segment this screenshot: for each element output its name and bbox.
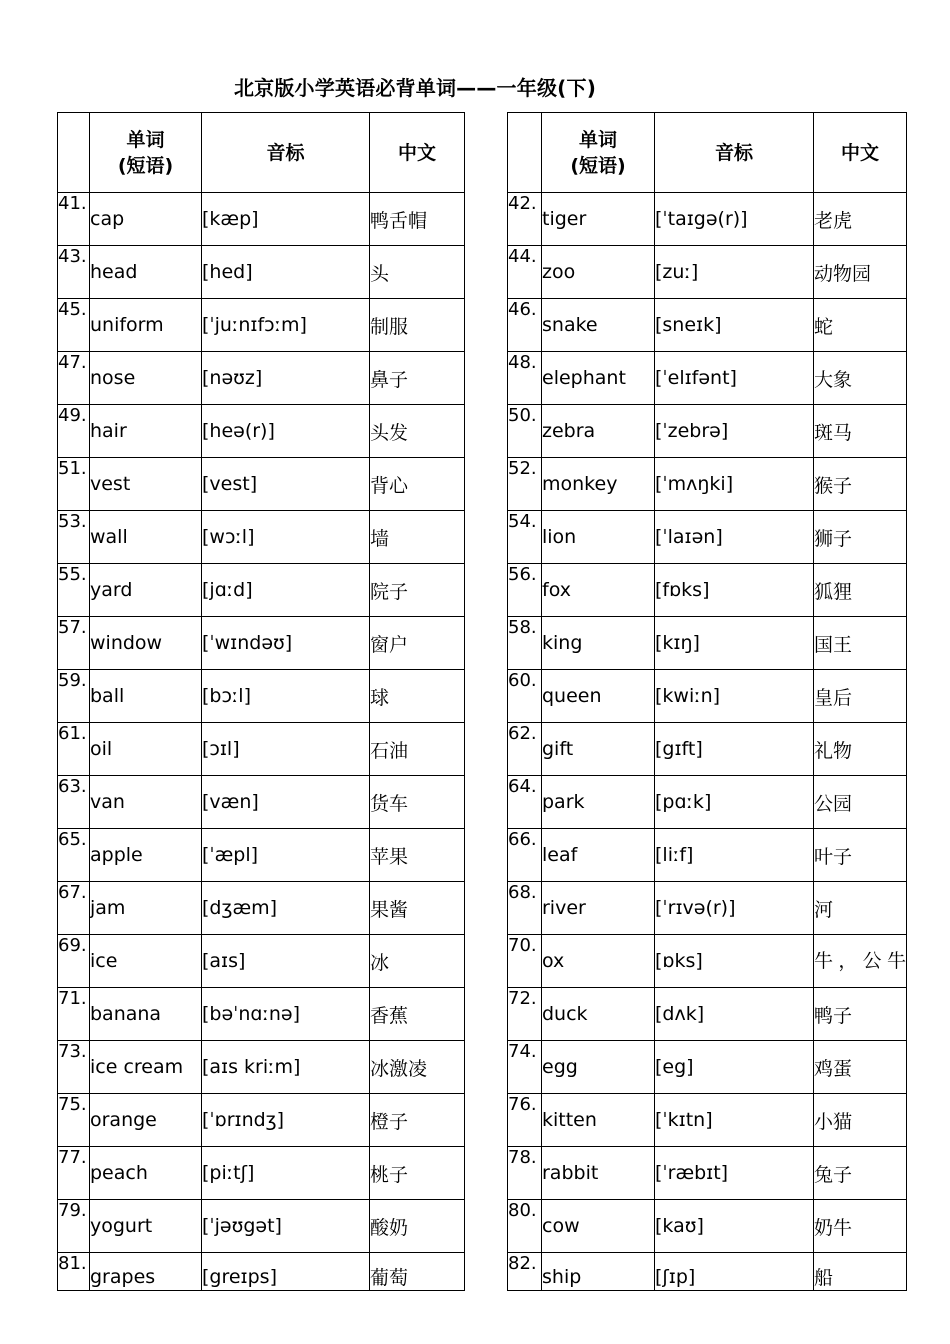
chinese-cell: 橙子 [370, 1094, 465, 1147]
word-cell: nose [90, 352, 202, 405]
word-number: 54. [508, 511, 542, 564]
vocab-table-left [57, 112, 465, 1291]
phonetic-cell: [liːf] [655, 829, 814, 882]
word-number: 45. [58, 299, 90, 352]
chinese-cell: 船 [814, 1253, 907, 1291]
table-row [58, 193, 465, 246]
phonetic-cell: [ˈæpl] [202, 829, 370, 882]
word-cell: wall [90, 511, 202, 564]
word-cell: monkey [542, 458, 655, 511]
chinese-cell: 苹果 [370, 829, 465, 882]
word-number: 53. [58, 511, 90, 564]
word-number: 78. [508, 1147, 542, 1200]
chinese-cell: 石油 [370, 723, 465, 776]
word-cell: ball [90, 670, 202, 723]
word-number: 41. [58, 193, 90, 246]
table-row [508, 193, 907, 246]
chinese-cell: 冰激凌 [370, 1041, 465, 1094]
chinese-cell: 货车 [370, 776, 465, 829]
table-header-row [58, 113, 465, 193]
phonetic-cell: [ˈræbɪt] [655, 1147, 814, 1200]
phonetic-cell: [bəˈnɑːnə] [202, 988, 370, 1041]
word-number: 66. [508, 829, 542, 882]
table-row [508, 935, 907, 988]
phonetic-cell: [ˈɒrɪndʒ] [202, 1094, 370, 1147]
phonetic-cell: [kɪŋ] [655, 617, 814, 670]
table-row [58, 935, 465, 988]
word-cell: cap [90, 193, 202, 246]
table-row [58, 1253, 465, 1291]
word-number: 82. [508, 1253, 542, 1291]
chinese-cell: 兔子 [814, 1147, 907, 1200]
word-cell: head [90, 246, 202, 299]
table-row [58, 829, 465, 882]
word-cell: orange [90, 1094, 202, 1147]
word-cell: ox [542, 935, 655, 988]
vocab-table-right [507, 112, 907, 1291]
phonetic-cell: [wɔːl] [202, 511, 370, 564]
header-chinese: 中文 [814, 113, 907, 193]
header-chinese: 中文 [370, 113, 465, 193]
word-cell: cow [542, 1200, 655, 1253]
table-row [58, 988, 465, 1041]
table-row [58, 246, 465, 299]
word-number: 58. [508, 617, 542, 670]
table-row [508, 1041, 907, 1094]
phonetic-cell: [greɪps] [202, 1253, 370, 1291]
chinese-cell: 鸭舌帽 [370, 193, 465, 246]
chinese-cell: 狮子 [814, 511, 907, 564]
word-number: 48. [508, 352, 542, 405]
word-number: 77. [58, 1147, 90, 1200]
word-cell: jam [90, 882, 202, 935]
word-number: 49. [58, 405, 90, 458]
phonetic-cell: [kæp] [202, 193, 370, 246]
table-row [58, 1200, 465, 1253]
table-row [58, 299, 465, 352]
chinese-cell: 制服 [370, 299, 465, 352]
word-cell: river [542, 882, 655, 935]
chinese-cell: 奶牛 [814, 1200, 907, 1253]
phonetic-cell: [ʃɪp] [655, 1253, 814, 1291]
phonetic-cell: [gɪft] [655, 723, 814, 776]
chinese-cell: 背心 [370, 458, 465, 511]
word-number: 72. [508, 988, 542, 1041]
word-cell: elephant [542, 352, 655, 405]
word-cell: banana [90, 988, 202, 1041]
chinese-cell: 蛇 [814, 299, 907, 352]
table-row [508, 246, 907, 299]
chinese-cell: 鸭子 [814, 988, 907, 1041]
word-cell: yogurt [90, 1200, 202, 1253]
word-number: 73. [58, 1041, 90, 1094]
word-cell: queen [542, 670, 655, 723]
word-number: 79. [58, 1200, 90, 1253]
header-word-line1: 单词 [126, 128, 165, 151]
word-number: 81. [58, 1253, 90, 1291]
word-number: 51. [58, 458, 90, 511]
header-word-line1: 单词 [578, 128, 617, 151]
table-row [58, 405, 465, 458]
table-row [58, 1041, 465, 1094]
chinese-cell: 礼物 [814, 723, 907, 776]
word-cell: egg [542, 1041, 655, 1094]
word-cell: park [542, 776, 655, 829]
word-cell: rabbit [542, 1147, 655, 1200]
phonetic-cell: [sneɪk] [655, 299, 814, 352]
table-row [508, 299, 907, 352]
word-cell: uniform [90, 299, 202, 352]
chinese-cell: 斑马 [814, 405, 907, 458]
phonetic-cell: [bɔːl] [202, 670, 370, 723]
table-row [508, 1094, 907, 1147]
table-row [508, 1147, 907, 1200]
word-cell: leaf [542, 829, 655, 882]
word-number: 69. [58, 935, 90, 988]
word-cell: oil [90, 723, 202, 776]
table-row [508, 829, 907, 882]
header-word-line2: (短语) [570, 154, 626, 177]
table-row [58, 882, 465, 935]
chinese-cell: 鸡蛋 [814, 1041, 907, 1094]
phonetic-cell: [væn] [202, 776, 370, 829]
chinese-cell: 公园 [814, 776, 907, 829]
table-row [508, 352, 907, 405]
word-cell: duck [542, 988, 655, 1041]
chinese-cell: 窗户 [370, 617, 465, 670]
header-ipa: 音标 [202, 113, 370, 193]
vocab-rows-left [58, 193, 465, 1291]
chinese-cell: 动物园 [814, 246, 907, 299]
word-number: 64. [508, 776, 542, 829]
chinese-cell: 国王 [814, 617, 907, 670]
word-number: 59. [58, 670, 90, 723]
phonetic-cell: [kwiːn] [655, 670, 814, 723]
word-number: 76. [508, 1094, 542, 1147]
table-row [508, 1200, 907, 1253]
word-number: 70. [508, 935, 542, 988]
word-number: 68. [508, 882, 542, 935]
word-number: 80. [508, 1200, 542, 1253]
phonetic-cell: [ˈelɪfənt] [655, 352, 814, 405]
phonetic-cell: [heə(r)] [202, 405, 370, 458]
table-row [508, 670, 907, 723]
header-word [90, 113, 202, 193]
word-number: 63. [58, 776, 90, 829]
chinese-cell: 果酱 [370, 882, 465, 935]
chinese-cell: 牛，公牛 [814, 935, 907, 988]
phonetic-cell: [ɔɪl] [202, 723, 370, 776]
word-cell: grapes [90, 1253, 202, 1291]
table-row [58, 617, 465, 670]
word-number: 44. [508, 246, 542, 299]
header-word [542, 113, 655, 193]
phonetic-cell: [ˈjuːnɪfɔːm] [202, 299, 370, 352]
table-row [508, 405, 907, 458]
header-number [58, 113, 90, 193]
chinese-cell: 头发 [370, 405, 465, 458]
word-number: 71. [58, 988, 90, 1041]
table-row [58, 564, 465, 617]
word-cell: van [90, 776, 202, 829]
chinese-cell: 酸奶 [370, 1200, 465, 1253]
table-header-row [508, 113, 907, 193]
chinese-cell: 香蕉 [370, 988, 465, 1041]
phonetic-cell: [ˈkɪtn] [655, 1094, 814, 1147]
word-number: 57. [58, 617, 90, 670]
chinese-cell: 老虎 [814, 193, 907, 246]
word-cell: vest [90, 458, 202, 511]
word-cell: king [542, 617, 655, 670]
word-cell: fox [542, 564, 655, 617]
word-cell: lion [542, 511, 655, 564]
chinese-cell: 狐狸 [814, 564, 907, 617]
chinese-cell: 猴子 [814, 458, 907, 511]
chinese-cell: 叶子 [814, 829, 907, 882]
chinese-cell: 头 [370, 246, 465, 299]
phonetic-cell: [jɑːd] [202, 564, 370, 617]
phonetic-cell: [aɪs] [202, 935, 370, 988]
phonetic-cell: [fɒks] [655, 564, 814, 617]
word-cell: snake [542, 299, 655, 352]
phonetic-cell: [ˈtaɪgə(r)] [655, 193, 814, 246]
word-number: 74. [508, 1041, 542, 1094]
phonetic-cell: [hed] [202, 246, 370, 299]
phonetic-cell: [ˈzebrə] [655, 405, 814, 458]
chinese-cell: 墙 [370, 511, 465, 564]
phonetic-cell: [ˈmʌŋki] [655, 458, 814, 511]
phonetic-cell: [ˈjəʊgət] [202, 1200, 370, 1253]
word-number: 65. [58, 829, 90, 882]
word-cell: hair [90, 405, 202, 458]
chinese-cell: 葡萄 [370, 1253, 465, 1291]
word-cell: apple [90, 829, 202, 882]
table-row [508, 1253, 907, 1291]
chinese-cell: 皇后 [814, 670, 907, 723]
chinese-cell: 鼻子 [370, 352, 465, 405]
word-cell: peach [90, 1147, 202, 1200]
word-number: 50. [508, 405, 542, 458]
chinese-cell: 院子 [370, 564, 465, 617]
table-row [508, 511, 907, 564]
table-row [58, 352, 465, 405]
word-number: 56. [508, 564, 542, 617]
word-number: 75. [58, 1094, 90, 1147]
phonetic-cell: [ˈrɪvə(r)] [655, 882, 814, 935]
word-cell: zoo [542, 246, 655, 299]
phonetic-cell: [ɒks] [655, 935, 814, 988]
phonetic-cell: [pɑːk] [655, 776, 814, 829]
word-cell: ice [90, 935, 202, 988]
word-number: 47. [58, 352, 90, 405]
vocab-rows-right [508, 193, 907, 1291]
word-number: 55. [58, 564, 90, 617]
word-cell: gift [542, 723, 655, 776]
phonetic-cell: [ˈlaɪən] [655, 511, 814, 564]
word-number: 46. [508, 299, 542, 352]
chinese-cell: 球 [370, 670, 465, 723]
word-number: 61. [58, 723, 90, 776]
chinese-cell: 小猫 [814, 1094, 907, 1147]
word-number: 52. [508, 458, 542, 511]
header-number [508, 113, 542, 193]
word-cell: window [90, 617, 202, 670]
phonetic-cell: [kaʊ] [655, 1200, 814, 1253]
table-row [58, 458, 465, 511]
chinese-cell: 大象 [814, 352, 907, 405]
header-word-line2: (短语) [117, 154, 174, 177]
word-cell: ship [542, 1253, 655, 1291]
word-number: 62. [508, 723, 542, 776]
word-cell: yard [90, 564, 202, 617]
table-row [508, 882, 907, 935]
phonetic-cell: [eg] [655, 1041, 814, 1094]
table-row [58, 1147, 465, 1200]
phonetic-cell: [ˈwɪndəʊ] [202, 617, 370, 670]
table-row [508, 723, 907, 776]
table-row [508, 564, 907, 617]
table-row [58, 511, 465, 564]
phonetic-cell: [vest] [202, 458, 370, 511]
phonetic-cell: [piːtʃ] [202, 1147, 370, 1200]
chinese-cell: 桃子 [370, 1147, 465, 1200]
header-ipa: 音标 [655, 113, 814, 193]
table-row [58, 670, 465, 723]
word-cell: kitten [542, 1094, 655, 1147]
word-cell: zebra [542, 405, 655, 458]
table-row [508, 458, 907, 511]
phonetic-cell: [dʌk] [655, 988, 814, 1041]
chinese-cell: 冰 [370, 935, 465, 988]
table-row [508, 988, 907, 1041]
word-cell: ice cream [90, 1041, 202, 1094]
table-row [58, 723, 465, 776]
word-number: 60. [508, 670, 542, 723]
table-row [58, 1094, 465, 1147]
table-row [508, 617, 907, 670]
word-cell: tiger [542, 193, 655, 246]
chinese-cell: 河 [814, 882, 907, 935]
phonetic-cell: [zuː] [655, 246, 814, 299]
page-title: 北京版小学英语必背单词——一年级(下) [233, 76, 597, 100]
word-number: 67. [58, 882, 90, 935]
word-number: 42. [508, 193, 542, 246]
table-row [58, 776, 465, 829]
phonetic-cell: [aɪs kriːm] [202, 1041, 370, 1094]
phonetic-cell: [dʒæm] [202, 882, 370, 935]
word-number: 43. [58, 246, 90, 299]
phonetic-cell: [nəʊz] [202, 352, 370, 405]
table-row [508, 776, 907, 829]
